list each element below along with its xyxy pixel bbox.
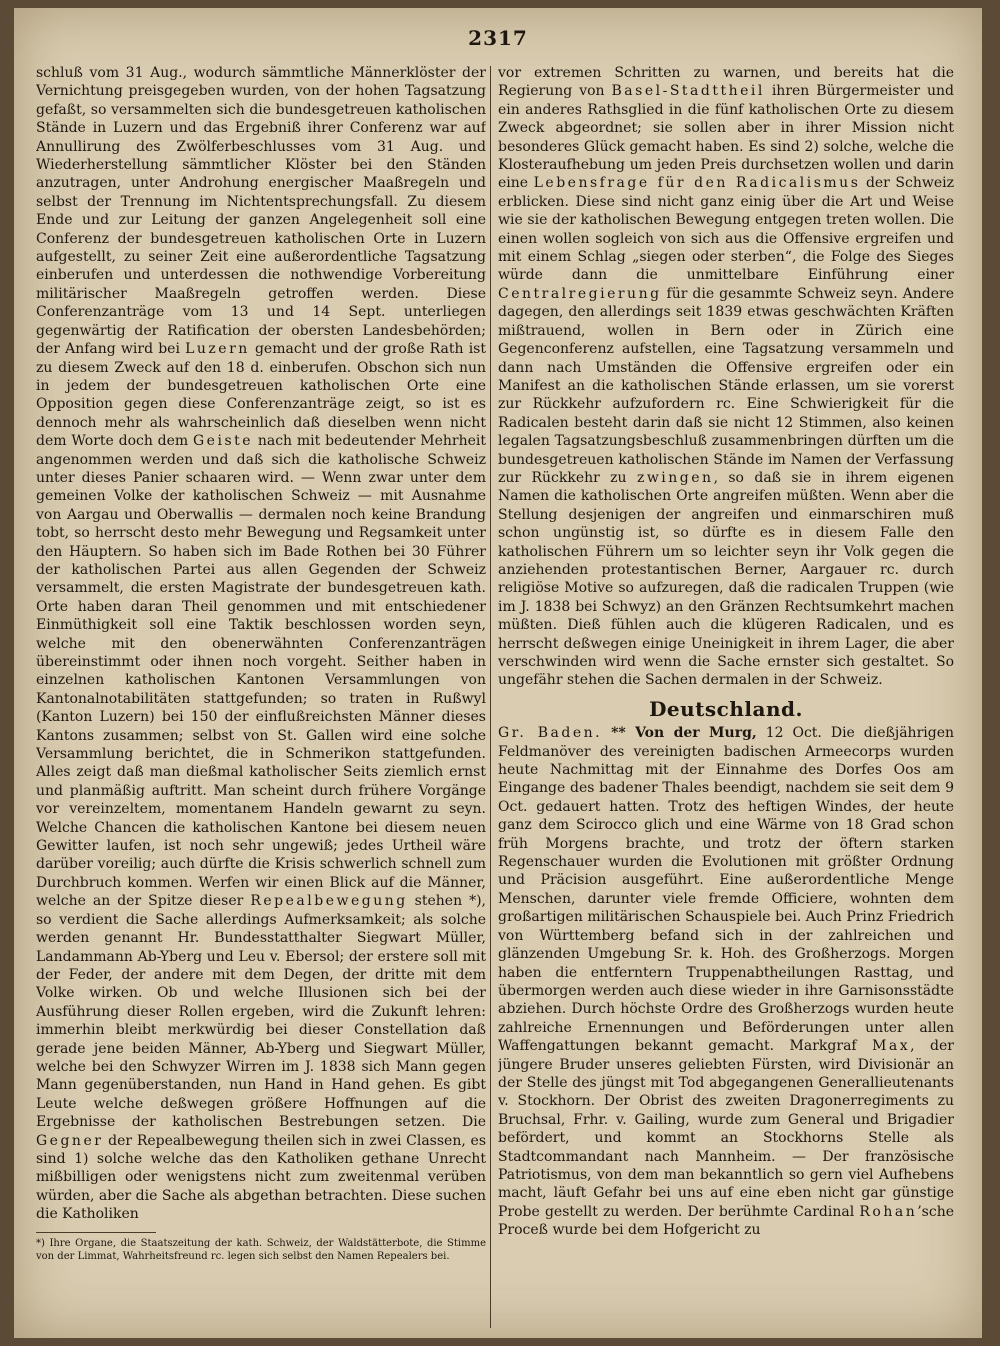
spaced-word: zwingen xyxy=(636,469,714,486)
footnote-rule xyxy=(36,1232,156,1233)
newspaper-page xyxy=(14,8,982,1338)
text-run: , der jüngere Bruder unseres geliebten Fürsten, wird Divisionär an der Stelle des jüngst mit Tod abgegangenen Generallieutenants v. Stockhorn. Der Obrist des zweiten Dragonerregiments zu Bruchsal, Frhr. v. Gailing, wurde zum General und Brigadier befördert, und kommt an Stockhorns Stelle als Stadtcommandant nach Mannheim. — Der französische Patriotismus, von dem man bekanntlich so gern viel Aufhebens macht, läuft Gefahr bei uns auf eine eben nicht gar günstige Probe gestellt zu werden. Der berühmte Cardinal xyxy=(498,1038,954,1220)
text-run: nach mit bedeutender Mehrheit angenommen werden und daß sich die katholische Schweiz unter dieses Panier schaaren wird. — Wenn zwar unter dem gemeinen Volke der katholischen Schweiz — mit Ausnahme von Aargau und Oberwallis — dermalen noch keine Brandung tobt, so herrscht desto mehr Bewegung und Regsamkeit unter den Häuptern. So haben sich im Bade Rothen bei 30 Führer der katholischen Partei aus allen Gegenden der Schweiz versammelt, die ersten Magistrate der bundesgetreuen kath. Orte haben daran Theil genommen und mit entschiedener Einmüthigkeit soll eine Taktik beschlossen worden seyn, welche mit den obenerwähnten Conferenzanträgen übereinstimmt oder ihnen noch vorgeht. Seither haben in einzelnen katholischen Kantonen Versammlungen von Kantonalnotabilitäten stattgefunden; so traten in Rußwyl (Kanton Luzern) bei 150 der einflußreichsten Männer dieses Kantons zusammen; selbst von St. Gallen wird eine solche Versammlung berichtet, die in Schmerikon stattgefunden. Alles zeigt daß man dießmal katholischer Seits ziemlich ernst und planmäßig auftritt. Man scheint durch frühere Vorgänge vor vereinzeltem, momentanem Handeln gewarnt zu seyn. Welche Chancen die katholischen Kantone bei diesem neuen Gewitter laufen, ist noch sehr ungewiß; jedes Urtheil wäre darüber voreilig; auch dürfte die Krisis schwerlich schnell zum Durchbruch kommen. Werfen wir einen Blick auf die Männer, welche an der Spitze dieser xyxy=(36,433,486,910)
text-run: der Repealbewegung theilen sich in zwei Classen, es sind 1) solche welche das den Katholiken gethane Unrecht mißbilligen oder wenigstens nicht zum zweitenmal verüben würden, aber die Sache als abgethan betrachten. Diese suchen die Katholiken xyxy=(36,1132,486,1223)
text-run: für die gesammte Schweiz seyn. Andere dagegen, den allerdings seit 1839 etwas geschwächten Kräften mißtrauend, wollen in Bern oder in Zürich eine Gegenconferenz aufstellen, eine Tagsatzung versammeln und dann nach Umständen die Offensive ergreifen oder ein Manifest an die katholischen Stände erlassen, um sie vorerst zur Rückkehr aufzufordern rc. Eine Schwierigkeit für die Radicalen besteht darin daß sie nicht 12 Stimmen, also keinen legalen Tagsatzungsbeschluß zusammenbringen dürften um die bundesgetreuen katholischen Stände im Namen der Verfassung zur Rückkehr zu xyxy=(498,285,954,486)
text-run: vor extremen Schritten zu warnen, und bereits hat die Regierung von xyxy=(498,65,954,100)
footnote: *) Ihre Organe, die Staatszeitung der kath. Schweiz, der Waldstätterbote, die Stimme von der Limmat, Wahrheitsfreund rc. legen sich selbst den Namen Repealers bei. xyxy=(36,1237,486,1262)
dateline: ** Von der Murg, xyxy=(611,725,757,742)
state-label: Gr. Baden. xyxy=(498,725,603,742)
text-run: ’sche Proceß wurde bei dem Hofgericht zu xyxy=(498,1203,954,1239)
text-run: stehen *), so verdient die Sache allerdings Aufmerksamkeit; als solche werden genannt Hr. Bundesstatthalter Siegwart Müller, Landammann Ab-Yberg und Leu v. Ebersol; der erstere soll mit der Feder, der andere mit dem Degen, der dritte mit dem Volke wirken. Ob und welche Illusionen sich bei der Ausführung dieser Rollen ergeben, wird die Zukunft lehren: immerhin bleibt merkwürdig bei dieser Constellation daß gerade jene beiden Männer, Ab-Yberg und Siegwart Müller, welche bei den Schwyzer Wirren im J. 1838 sich Mann gegen Mann gegenüberstanden, nun Hand in Hand gehen. Es gibt Leute welche deßwegen größere Hoffnungen auf die Ergebnisse der katholischen Bestrebungen setzen. Die xyxy=(36,893,486,1131)
text-run: schluß vom 31 Aug., wodurch sämmtliche Männerklöster der Vernichtung preisgegeben wurden, von der hohen Tagsatzung gefaßt, so versammelten sich die bundesgetreuen katholischen Stände in Luzern und das Ergebniß ihrer Conferenz war auf Annullirung des Zwölferbeschlusses vom 31 Aug. und Wiederherstellung sämmtlicher Klöster bei den Ständen anzutragen, unter Androhung energischer Maaßregeln und selbst der Trennung im Nichtentsprechungsfall. Zu diesem Ende und zur Leitung der ganzen Angelegenheit soll eine Conferenz der bundesgetreuen katholischen Orte in Luzern aufgestellt, zu seiner Zeit eine außerordentliche Tagsatzung einberufen und unterdessen die nothwendige Vorbereitung militärischer Maaßregeln getroffen werden. Diese Conferenzanträge vom 13 und 14 Sept. unterliegen gegenwärtig der Ratification der obersten Landesbehörden; der Anfang wird bei xyxy=(36,65,486,358)
left-column xyxy=(36,64,486,1314)
spaced-word: Luzern xyxy=(185,341,250,358)
baden-article-text xyxy=(498,724,954,1239)
spaced-word: Rohan xyxy=(859,1203,918,1220)
text-run: Die dießjährigen Feldmanöver des vereinigten badischen Armeecorps wurden heute Nachmittag mit der Einnahme des Dorfes Oos am Eingange des badener Thales beendigt, nachdem sie seit dem 9 Oct. gedauert hatten. Trotz des heftigen Windes, der heute ganz dem Scirocco glich und eine Wärme von 18 Grad schon früh Morgens brachte, und trotz der öftern starken Regenschauer wurden die Evolutionen mit größter Ordnung und Präcision ausgeführt. Eine außerordentliche Menge Menschen, darunter viele fremde Officiere, wohnten dem großartigen militärischen Schauspiele bei. Auch Prinz Friedrich von Württemberg befand sich in der zahlreichen und glänzenden Umgebung Sr. k. Hoh. des Großherzogs. Morgen haben die entferntern Truppenabtheilungen Rasttag, und übermorgen werden auch diese wieder in ihre Garnisonsstädte abziehen. Durch höchste Ordre des Großherzogs wurden heute zahlreiche Ernennungen und Beförderungen unter allen Waffengattungen bekannt gemacht. Markgraf xyxy=(498,725,954,1055)
text-run: , so daß sie in ihrem eigenen Namen die katholischen Orte angreifen müßten. Wenn aber die Stellung desjenigen der angreifen und einmarschiren muß schon ungünstig ist, so dürfte es in diesem Falle den katholischen Führern um so leichter seyn ihr Volk gegen die anziehenden protestantischen Berner, Aargauer rc. durch religiöse Motive so aufzuregen, daß die radicalen Truppen (wie im J. 1838 bei Schwyz) an den Gränzen Rechtsumkehrt machen müßten. Dieß fühlen auch die klügeren Radicalen, und es herrscht deßwegen einige Uneinigkeit in ihrem Lager, die aber verschwinden wird wenn die Sache ernster sich gestaltet. So ungefähr stehen die Sachen dermalen in der Schweiz. xyxy=(498,469,954,689)
spaced-word: Max xyxy=(872,1038,911,1055)
right-column xyxy=(498,64,954,1324)
right-article-text xyxy=(498,64,954,690)
section-heading: Deutschland. xyxy=(649,696,803,721)
spaced-word: Repealbewegung xyxy=(250,893,408,910)
spaced-word: Lebensfrage für den Radicalismus xyxy=(533,175,861,192)
text-run: ihren Bürgermeister und ein anderes Rathsglied in die fünf katholischen Orte zu diesem Zweck abgeordnet; sie sollen aber in ihrer Mission nicht besonderes Glück gemacht haben. Es sind 2) solche, welche die Klosteraufhebung um jeden Preis durchsetzen wollen und darin eine xyxy=(498,83,954,192)
text-run: der Schweiz erblicken. Diese sind nicht ganz einig über die Art und Weise wie sie der katholischen Bewegung entgegen treten wollen. Die einen wollen sogleich von sich aus die Offensive ergreifen und mit einem Schlag „siegen oder sterben“, die Folge des Sieges würde dann die unmittelbare Einführung einer xyxy=(498,175,954,284)
spaced-word: Gegner xyxy=(36,1132,104,1149)
spaced-word: Geiste xyxy=(193,433,254,450)
left-article-text xyxy=(36,64,486,1224)
dateline-date: 12 Oct. xyxy=(756,725,822,742)
spaced-word: Centralregierung xyxy=(498,285,662,302)
page-number: 2317 xyxy=(468,26,528,50)
column-divider xyxy=(490,66,491,1328)
spaced-word: Basel-Stadttheil xyxy=(611,83,765,100)
text-run: gemacht und der große Rath ist zu diesem Zweck auf den 18 d. einberufen. Obschon sich nun in jedem der bundesgetreuen katholischen Orte eine Opposition gegen diese Conferenzanträge zeigt, so ist es dennoch mehr als wahrscheinlich daß dieselben wenn nicht dem Worte doch dem xyxy=(36,341,486,450)
